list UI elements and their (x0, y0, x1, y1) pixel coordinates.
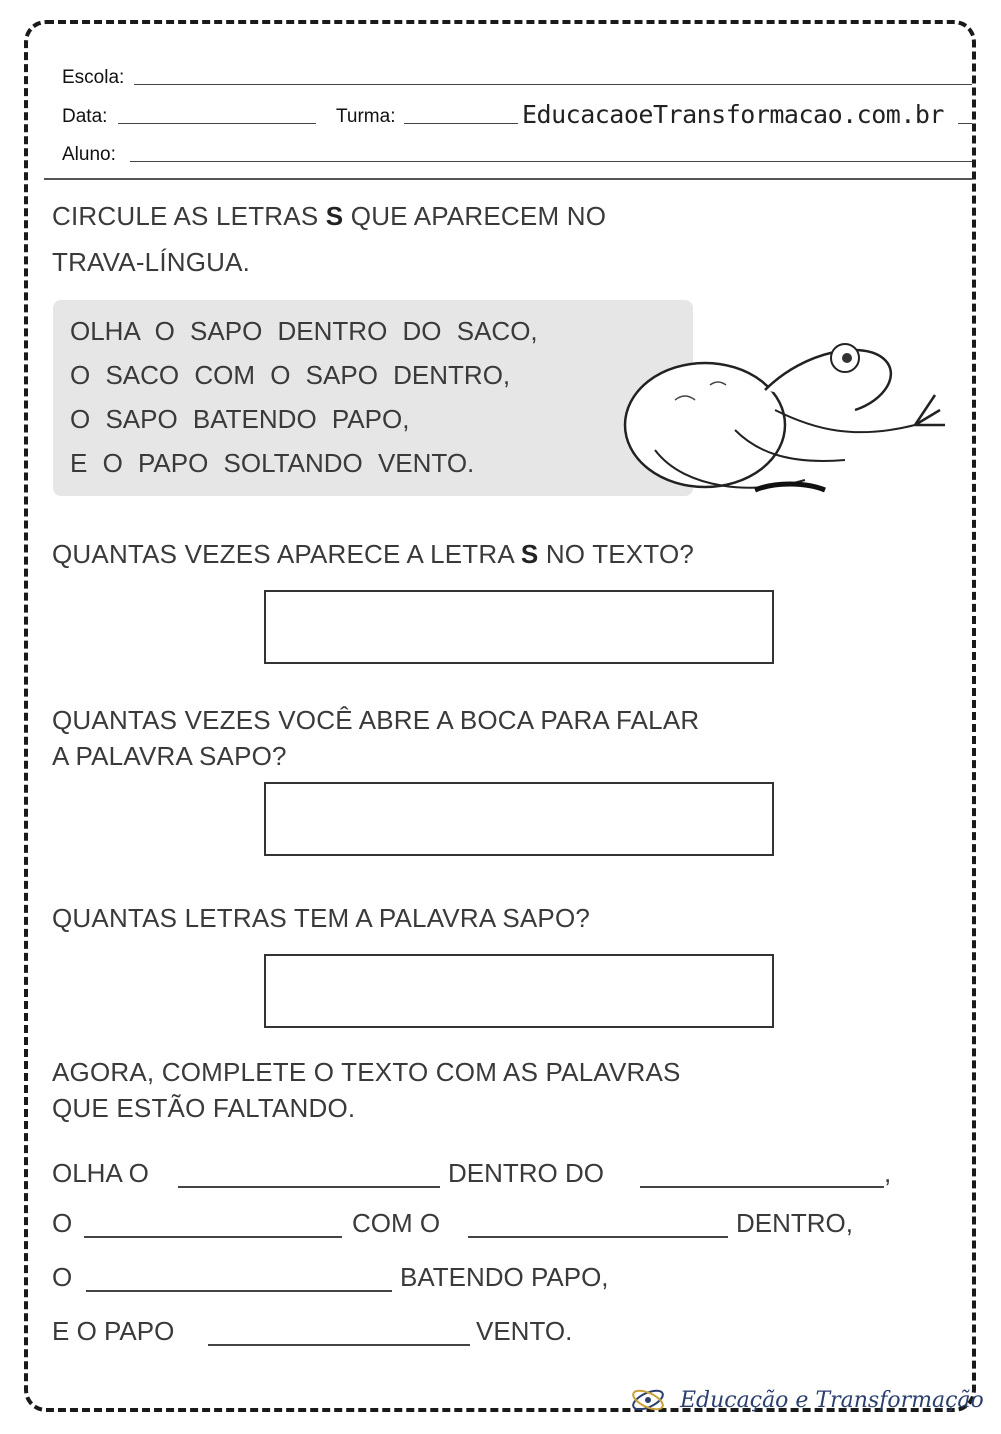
class-field[interactable] (404, 123, 518, 124)
atom-orbit-icon (630, 1384, 666, 1416)
poem-line-4: E O PAPO SOLTANDO VENTO. (70, 448, 475, 478)
blank-3[interactable] (84, 1236, 342, 1238)
site-url: EducacaoeTransformacao.com.br (522, 100, 944, 129)
poem-line-2: O SACO COM O SAPO DENTRO, (70, 360, 511, 390)
answer-box-3[interactable] (264, 954, 774, 1028)
question-1-line-2: TRAVA-LÍNGUA. (52, 247, 251, 277)
question-3-line-2: A PALAVRA SAPO? (52, 741, 287, 771)
footer-brand: Educação e Transformação (680, 1388, 984, 1413)
fill-r3-b: BATENDO PAPO, (400, 1262, 609, 1292)
q2-text-b: NO (538, 539, 586, 569)
question-2 (52, 536, 694, 572)
question-3-line-1: QUANTAS VEZES VOCÊ ABRE A BOCA PARA FALAR (52, 705, 700, 735)
fill-r3-a: O (52, 1262, 73, 1292)
date-field[interactable] (118, 123, 316, 124)
fill-r4-b: VENTO. (476, 1316, 573, 1346)
student-label: Aluno: (62, 144, 116, 165)
fill-r2-c: DENTRO, (736, 1208, 853, 1238)
header-separator (44, 178, 972, 180)
fill-r2-a: O (52, 1208, 73, 1238)
school-field[interactable] (134, 84, 972, 85)
class-field-end (958, 123, 972, 124)
poem-line-3: O SAPO BATENDO PAPO, (70, 404, 410, 434)
q2-letter: S (520, 539, 539, 569)
poem-line-1: OLHA O SAPO DENTRO DO SACO, (70, 316, 538, 346)
student-field[interactable] (130, 161, 972, 162)
date-label: Data: (62, 106, 108, 127)
frog-illustration (615, 330, 965, 500)
q2-text-a: QUANTAS VEZES APARECE A LETRA (52, 539, 521, 569)
question-5-line-2: QUE ESTÃO FALTANDO. (52, 1093, 356, 1123)
fill-r1-b: DENTRO DO (448, 1158, 604, 1188)
question-1 (52, 198, 606, 234)
school-label: Escola: (62, 67, 125, 88)
fill-r1-a: OLHA O (52, 1158, 149, 1188)
fill-r4-a: E O PAPO (52, 1316, 175, 1346)
blank-4[interactable] (468, 1236, 728, 1238)
q1-text-a: CIRCULE AS LETRAS (52, 201, 326, 231)
fill-r1-c: , (884, 1158, 892, 1188)
q1-text-b: QUE (343, 201, 408, 231)
answer-box-1[interactable] (264, 590, 774, 664)
blank-2[interactable] (640, 1186, 884, 1188)
answer-box-2[interactable] (264, 782, 774, 856)
fill-r2-b: COM O (352, 1208, 441, 1238)
blank-6[interactable] (208, 1344, 470, 1346)
q1-letter: S (325, 201, 344, 231)
q1-text-c: APARECEM NO (407, 201, 607, 231)
blank-5[interactable] (86, 1290, 392, 1292)
q2-text-c: TEXTO? (585, 539, 695, 569)
blank-1[interactable] (178, 1186, 440, 1188)
question-5-line-1: AGORA, COMPLETE O TEXTO COM AS PALAVRAS (52, 1057, 681, 1087)
class-label: Turma: (336, 106, 396, 127)
question-4: QUANTAS LETRAS TEM A PALAVRA SAPO? (52, 903, 591, 933)
